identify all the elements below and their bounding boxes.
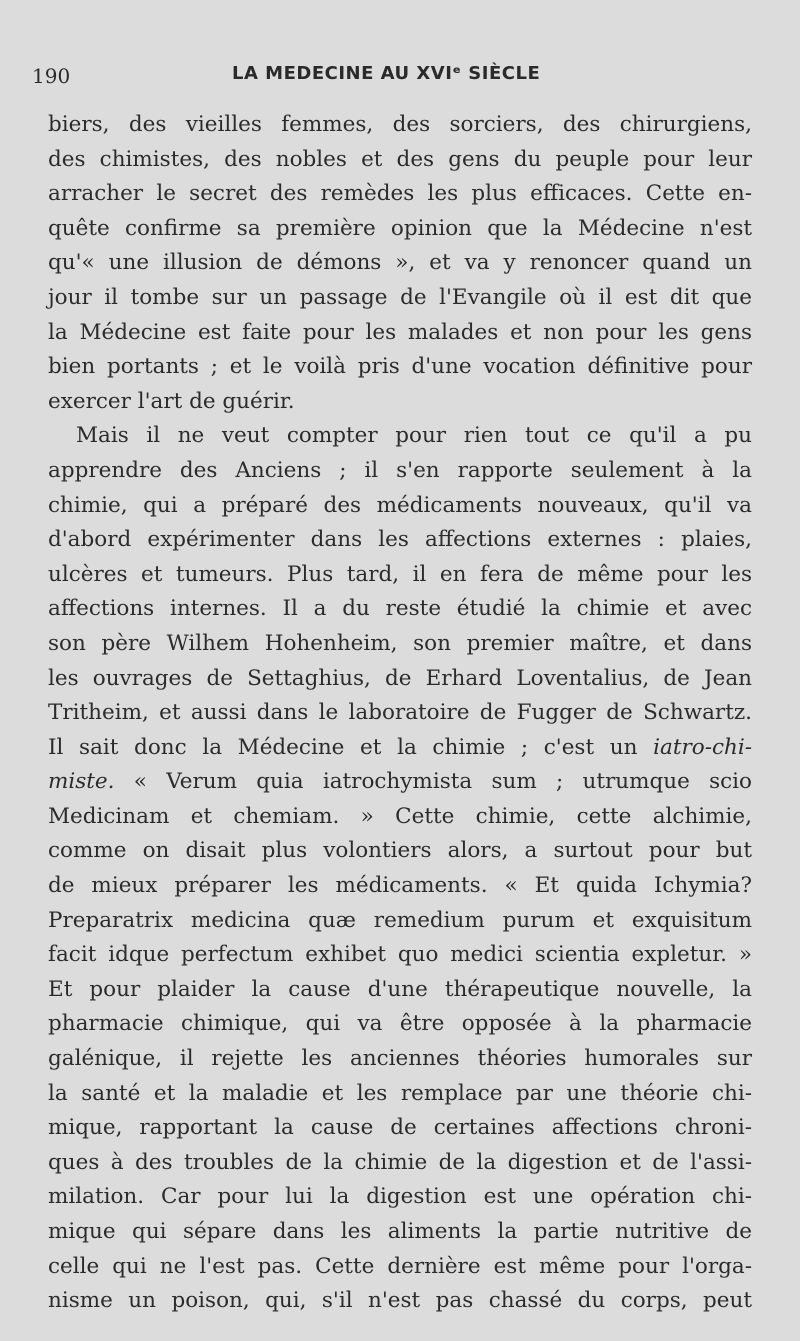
text-line: affections internes. Il a du reste étudié la chimie et avec bbox=[48, 596, 752, 622]
running-title: LA MEDECINE AU XVIᵉ SIÈCLE bbox=[232, 63, 541, 84]
text-line: nisme un poison, qui, s'il n'est pas chassé du corps, peut bbox=[48, 1288, 752, 1314]
text-line: des chimistes, des nobles et des gens du peuple pour leur bbox=[48, 146, 752, 172]
text-line: galénique, il rejette les anciennes théories humorales sur bbox=[48, 1046, 752, 1072]
italic-term: iatro-chi- bbox=[653, 734, 752, 760]
page-number: 190 bbox=[32, 64, 71, 88]
text-line-paragraph-start: Mais il ne veut compter pour rien tout ce qu'il a pu bbox=[76, 423, 752, 449]
text-line: la santé et la maladie et les remplace par une théorie chi- bbox=[48, 1080, 752, 1106]
text-line: la Médecine est faite pour les malades et non pour les gens bbox=[48, 319, 752, 345]
text-line: Et pour plaider la cause d'une thérapeutique nouvelle, la bbox=[48, 976, 752, 1002]
text-line: bien portants ; et le voilà pris d'une vocation définitive pour bbox=[48, 354, 752, 380]
text-line: biers, des vieilles femmes, des sorciers, des chirurgiens, bbox=[48, 112, 752, 137]
text-line: comme on disait plus volontiers alors, a surtout pour but bbox=[48, 838, 752, 864]
text-line: quête confirme sa première opinion que la Médecine n'est bbox=[48, 215, 752, 241]
text-line: Preparatrix medicina quæ remedium purum et exquisitum bbox=[48, 907, 752, 933]
text-line-with-italic bbox=[48, 765, 752, 800]
text-line: mique, rapportant la cause de certaines affections chroni- bbox=[48, 1115, 752, 1141]
text-line: les ouvrages de Settaghius, de Erhard Loventalius, de Jean bbox=[48, 665, 752, 691]
text-line: arracher le secret des remèdes les plus efficaces. Cette en- bbox=[48, 181, 752, 207]
body-text bbox=[48, 108, 752, 1319]
text-line: Medicinam et chemiam. » Cette chimie, cette alchimie, bbox=[48, 803, 752, 829]
text-line: milation. Car pour lui la digestion est une opération chi- bbox=[48, 1184, 752, 1210]
text-line: chimie, qui a préparé des médicaments nouveaux, qu'il va bbox=[48, 492, 752, 518]
text-line: mique qui sépare dans les aliments la partie nutritive de bbox=[48, 1219, 752, 1244]
text-line-with-italic bbox=[48, 731, 752, 766]
text-line: ques à des troubles de la chimie de la digestion et de l'assi- bbox=[48, 1149, 752, 1175]
italic-term: miste. bbox=[48, 769, 115, 795]
text-line: celle qui ne l'est pas. Cette dernière est même pour l'orga- bbox=[48, 1253, 752, 1279]
text-line: pharmacie chimique, qui va être opposée à la pharmacie bbox=[48, 1011, 752, 1037]
text-line: son père Wilhem Hohenheim, son premier maître, et dans bbox=[48, 630, 752, 656]
text-line: qu'« une illusion de démons », et va y renoncer quand un bbox=[48, 250, 752, 276]
text-line: Tritheim, et aussi dans le laboratoire de Fugger de Schwartz. bbox=[48, 700, 752, 726]
text-line-paragraph-end: exercer l'art de guérir. bbox=[48, 388, 295, 414]
text-line: jour il tombe sur un passage de l'Evangile où il est dit que bbox=[48, 284, 752, 310]
running-head bbox=[0, 60, 800, 90]
text-line: de mieux préparer les médicaments. « Et quida Ichymia? bbox=[48, 873, 752, 899]
text-segment: Il sait donc la Médecine et la chimie ; c'est un bbox=[48, 734, 638, 760]
text-line: facit idque perfectum exhibet quo medici scientia expletur. » bbox=[48, 942, 752, 968]
text-line: d'abord expérimenter dans les affections externes : plaies, bbox=[48, 527, 752, 553]
text-line: ulcères et tumeurs. Plus tard, il en fera de même pour les bbox=[48, 561, 752, 587]
text-segment: « Verum quia iatrochymista sum ; utrumque scio bbox=[133, 769, 752, 795]
text-line: apprendre des Anciens ; il s'en rapporte seulement à la bbox=[48, 457, 752, 483]
